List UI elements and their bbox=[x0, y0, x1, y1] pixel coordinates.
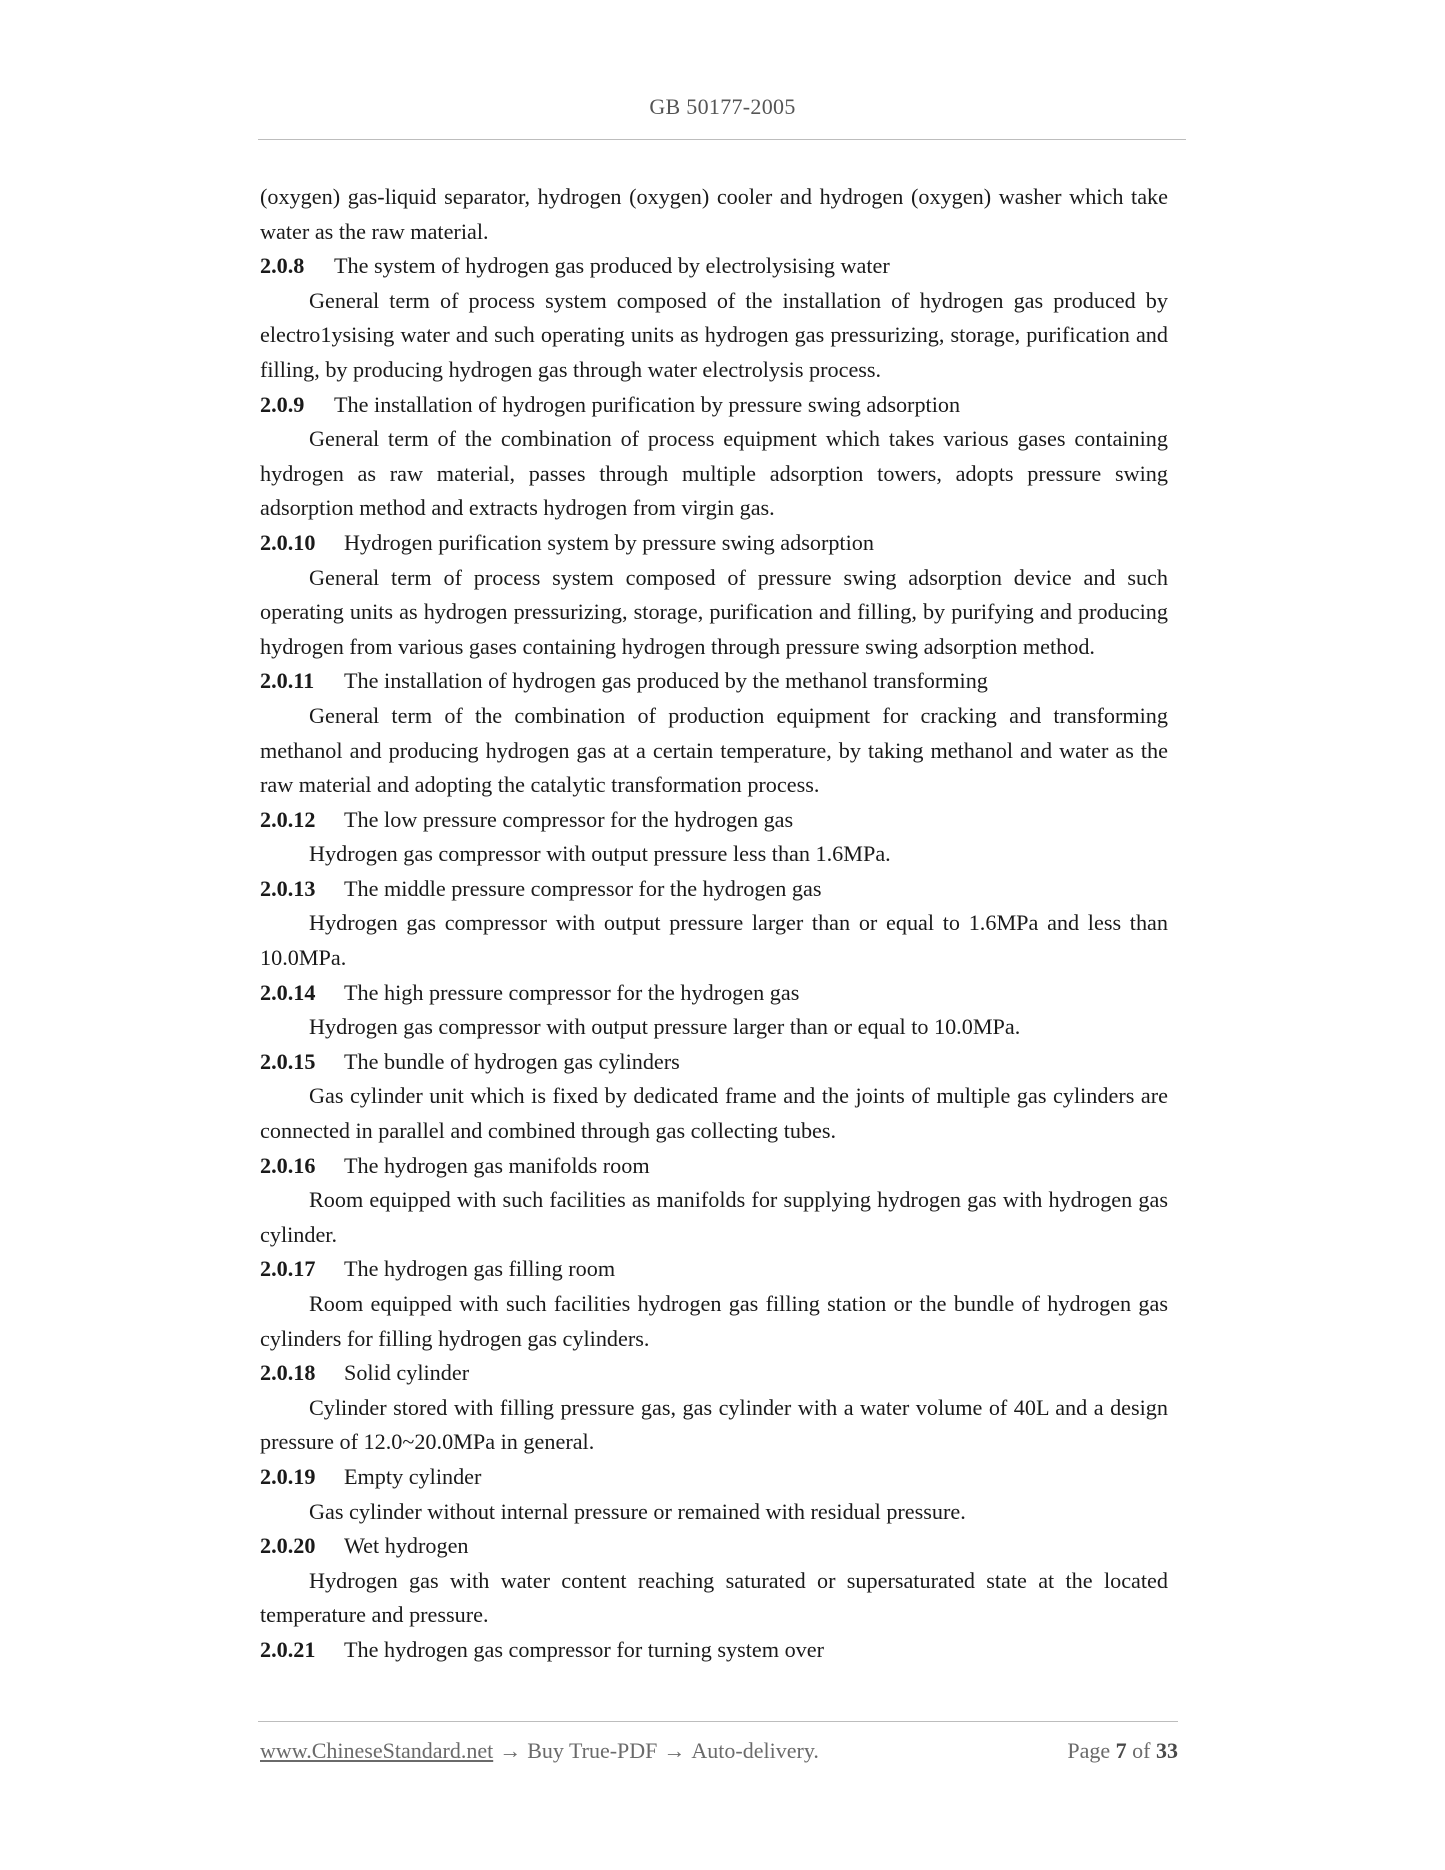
section-heading-2-0-10 bbox=[260, 526, 1168, 561]
section-heading-2-0-13 bbox=[260, 872, 1168, 907]
section-title: The high pressure compressor for the hydrogen gas bbox=[344, 979, 800, 1005]
section-number: 2.0.21 bbox=[260, 1636, 316, 1662]
section-heading-2-0-20 bbox=[260, 1529, 1168, 1564]
document-header-title: GB 50177-2005 bbox=[649, 94, 796, 119]
section-title: The installation of hydrogen gas produced by the methanol transforming bbox=[344, 668, 988, 694]
section-title: The low pressure compressor for the hydrogen gas bbox=[344, 806, 794, 832]
section-definition: Room equipped with such facilities as manifolds for supplying hydrogen gas with hydrogen gas cylinder. bbox=[260, 1187, 1168, 1247]
section-number: 2.0.15 bbox=[260, 1048, 316, 1074]
section-definition: Hydrogen gas compressor with output pressure less than 1.6MPa. bbox=[309, 841, 891, 867]
section-title: Hydrogen purification system by pressure swing adsorption bbox=[344, 529, 874, 555]
section-definition: Gas cylinder unit which is fixed by dedicated frame and the joints of multiple gas cylinders are connected in parallel and combined through gas collecting tubes. bbox=[260, 1083, 1168, 1144]
total-pages-number: 33 bbox=[1156, 1738, 1178, 1763]
section-heading-2-0-21 bbox=[260, 1633, 1168, 1668]
section-heading-2-0-16 bbox=[260, 1149, 1168, 1184]
section-definition: General term of the combination of process equipment which takes various gases containing hydrogen as raw material, passes through multiple adsorption towers, adopts pressure swing adsorption method and extracts hydrogen from virgin gas. bbox=[260, 426, 1168, 521]
section-heading-2-0-12 bbox=[260, 803, 1168, 838]
section-heading-2-0-19 bbox=[260, 1460, 1168, 1495]
header-divider bbox=[258, 139, 1186, 140]
arrow-right-icon: → bbox=[499, 1738, 522, 1763]
section-number: 2.0.18 bbox=[260, 1360, 316, 1386]
auto-delivery-text: Auto-delivery. bbox=[691, 1738, 819, 1763]
section-heading-2-0-17 bbox=[260, 1252, 1168, 1287]
section-title: The hydrogen gas filling room bbox=[344, 1256, 616, 1282]
section-title: Wet hydrogen bbox=[344, 1533, 469, 1559]
section-number: 2.0.10 bbox=[260, 529, 316, 555]
section-title: The hydrogen gas compressor for turning system over bbox=[344, 1636, 824, 1662]
section-definition: General term of process system composed of pressure swing adsorption device and such operating units as hydrogen pressurizing, storage, purification and filling, by purifying and producing hydrogen from various gases containing hydrogen through pressure swing adsorption method. bbox=[260, 564, 1168, 659]
section-heading-2-0-11 bbox=[260, 664, 1168, 699]
continuation-paragraph: (oxygen) gas-liquid separator, hydrogen (oxygen) cooler and hydrogen (oxygen) washer which take water as the raw material. bbox=[260, 184, 1168, 244]
section-number: 2.0.19 bbox=[260, 1463, 316, 1489]
page-indicator bbox=[1067, 1738, 1178, 1764]
section-heading-2-0-15 bbox=[260, 1045, 1168, 1080]
section-number: 2.0.9 bbox=[260, 391, 305, 417]
page-label: Page bbox=[1067, 1738, 1111, 1763]
section-number: 2.0.8 bbox=[260, 253, 305, 279]
section-number: 2.0.14 bbox=[260, 979, 316, 1005]
section-title: The hydrogen gas manifolds room bbox=[344, 1152, 650, 1178]
section-definition: Hydrogen gas with water content reaching saturated or supersaturated state at the located temperature and pressure. bbox=[260, 1567, 1168, 1628]
current-page-number: 7 bbox=[1115, 1738, 1127, 1763]
section-heading-2-0-14 bbox=[260, 976, 1168, 1011]
section-number: 2.0.13 bbox=[260, 875, 316, 901]
section-definition: General term of the combination of production equipment for cracking and transforming methanol and producing hydrogen gas at a certain temperature, by taking methanol and water as the raw material and adopting the catalytic transformation process. bbox=[260, 702, 1168, 798]
section-number: 2.0.12 bbox=[260, 806, 316, 832]
section-title: Solid cylinder bbox=[344, 1360, 470, 1386]
section-title: The bundle of hydrogen gas cylinders bbox=[344, 1048, 680, 1074]
section-heading-2-0-9 bbox=[260, 388, 1168, 423]
section-definition: Cylinder stored with filling pressure gas, gas cylinder with a water volume of 40L and a design pressure of 12.0~20.0MPa in general. bbox=[260, 1394, 1168, 1455]
site-link[interactable]: www.ChineseStandard.net bbox=[260, 1738, 494, 1763]
section-definition: Hydrogen gas compressor with output pressure larger than or equal to 1.6MPa and less than 10.0MPa. bbox=[260, 910, 1168, 971]
document-body bbox=[260, 180, 1168, 1668]
page-footer bbox=[260, 1738, 1178, 1770]
section-title: Empty cylinder bbox=[344, 1463, 482, 1489]
section-number: 2.0.16 bbox=[260, 1152, 316, 1178]
section-definition: Hydrogen gas compressor with output pressure larger than or equal to 10.0MPa. bbox=[309, 1014, 1021, 1040]
section-definition: Room equipped with such facilities hydrogen gas filling station or the bundle of hydrogen gas cylinders for filling hydrogen gas cylinders. bbox=[260, 1291, 1168, 1351]
arrow-right-icon: → bbox=[663, 1738, 686, 1763]
section-number: 2.0.17 bbox=[260, 1256, 316, 1282]
section-heading-2-0-8 bbox=[260, 249, 1168, 284]
section-definition: General term of process system composed of the installation of hydrogen gas produced by electro1ysising water and such operating units as hydrogen gas pressurizing, storage, purification and filling, by producing hydrogen gas through water electrolysis process. bbox=[260, 287, 1168, 382]
section-title: The system of hydrogen gas produced by electrolysising water bbox=[334, 253, 890, 279]
section-definition: Gas cylinder without internal pressure or remained with residual pressure. bbox=[309, 1498, 966, 1524]
section-title: The installation of hydrogen purification by pressure swing adsorption bbox=[334, 391, 961, 417]
section-number: 2.0.11 bbox=[260, 668, 315, 694]
section-title: The middle pressure compressor for the hydrogen gas bbox=[344, 875, 822, 901]
of-label: of bbox=[1132, 1738, 1151, 1763]
section-heading-2-0-18 bbox=[260, 1356, 1168, 1391]
section-number: 2.0.20 bbox=[260, 1533, 316, 1559]
footer-divider bbox=[258, 1721, 1178, 1722]
footer-promo bbox=[260, 1738, 819, 1764]
buy-true-pdf-text: Buy True-PDF bbox=[527, 1738, 658, 1763]
